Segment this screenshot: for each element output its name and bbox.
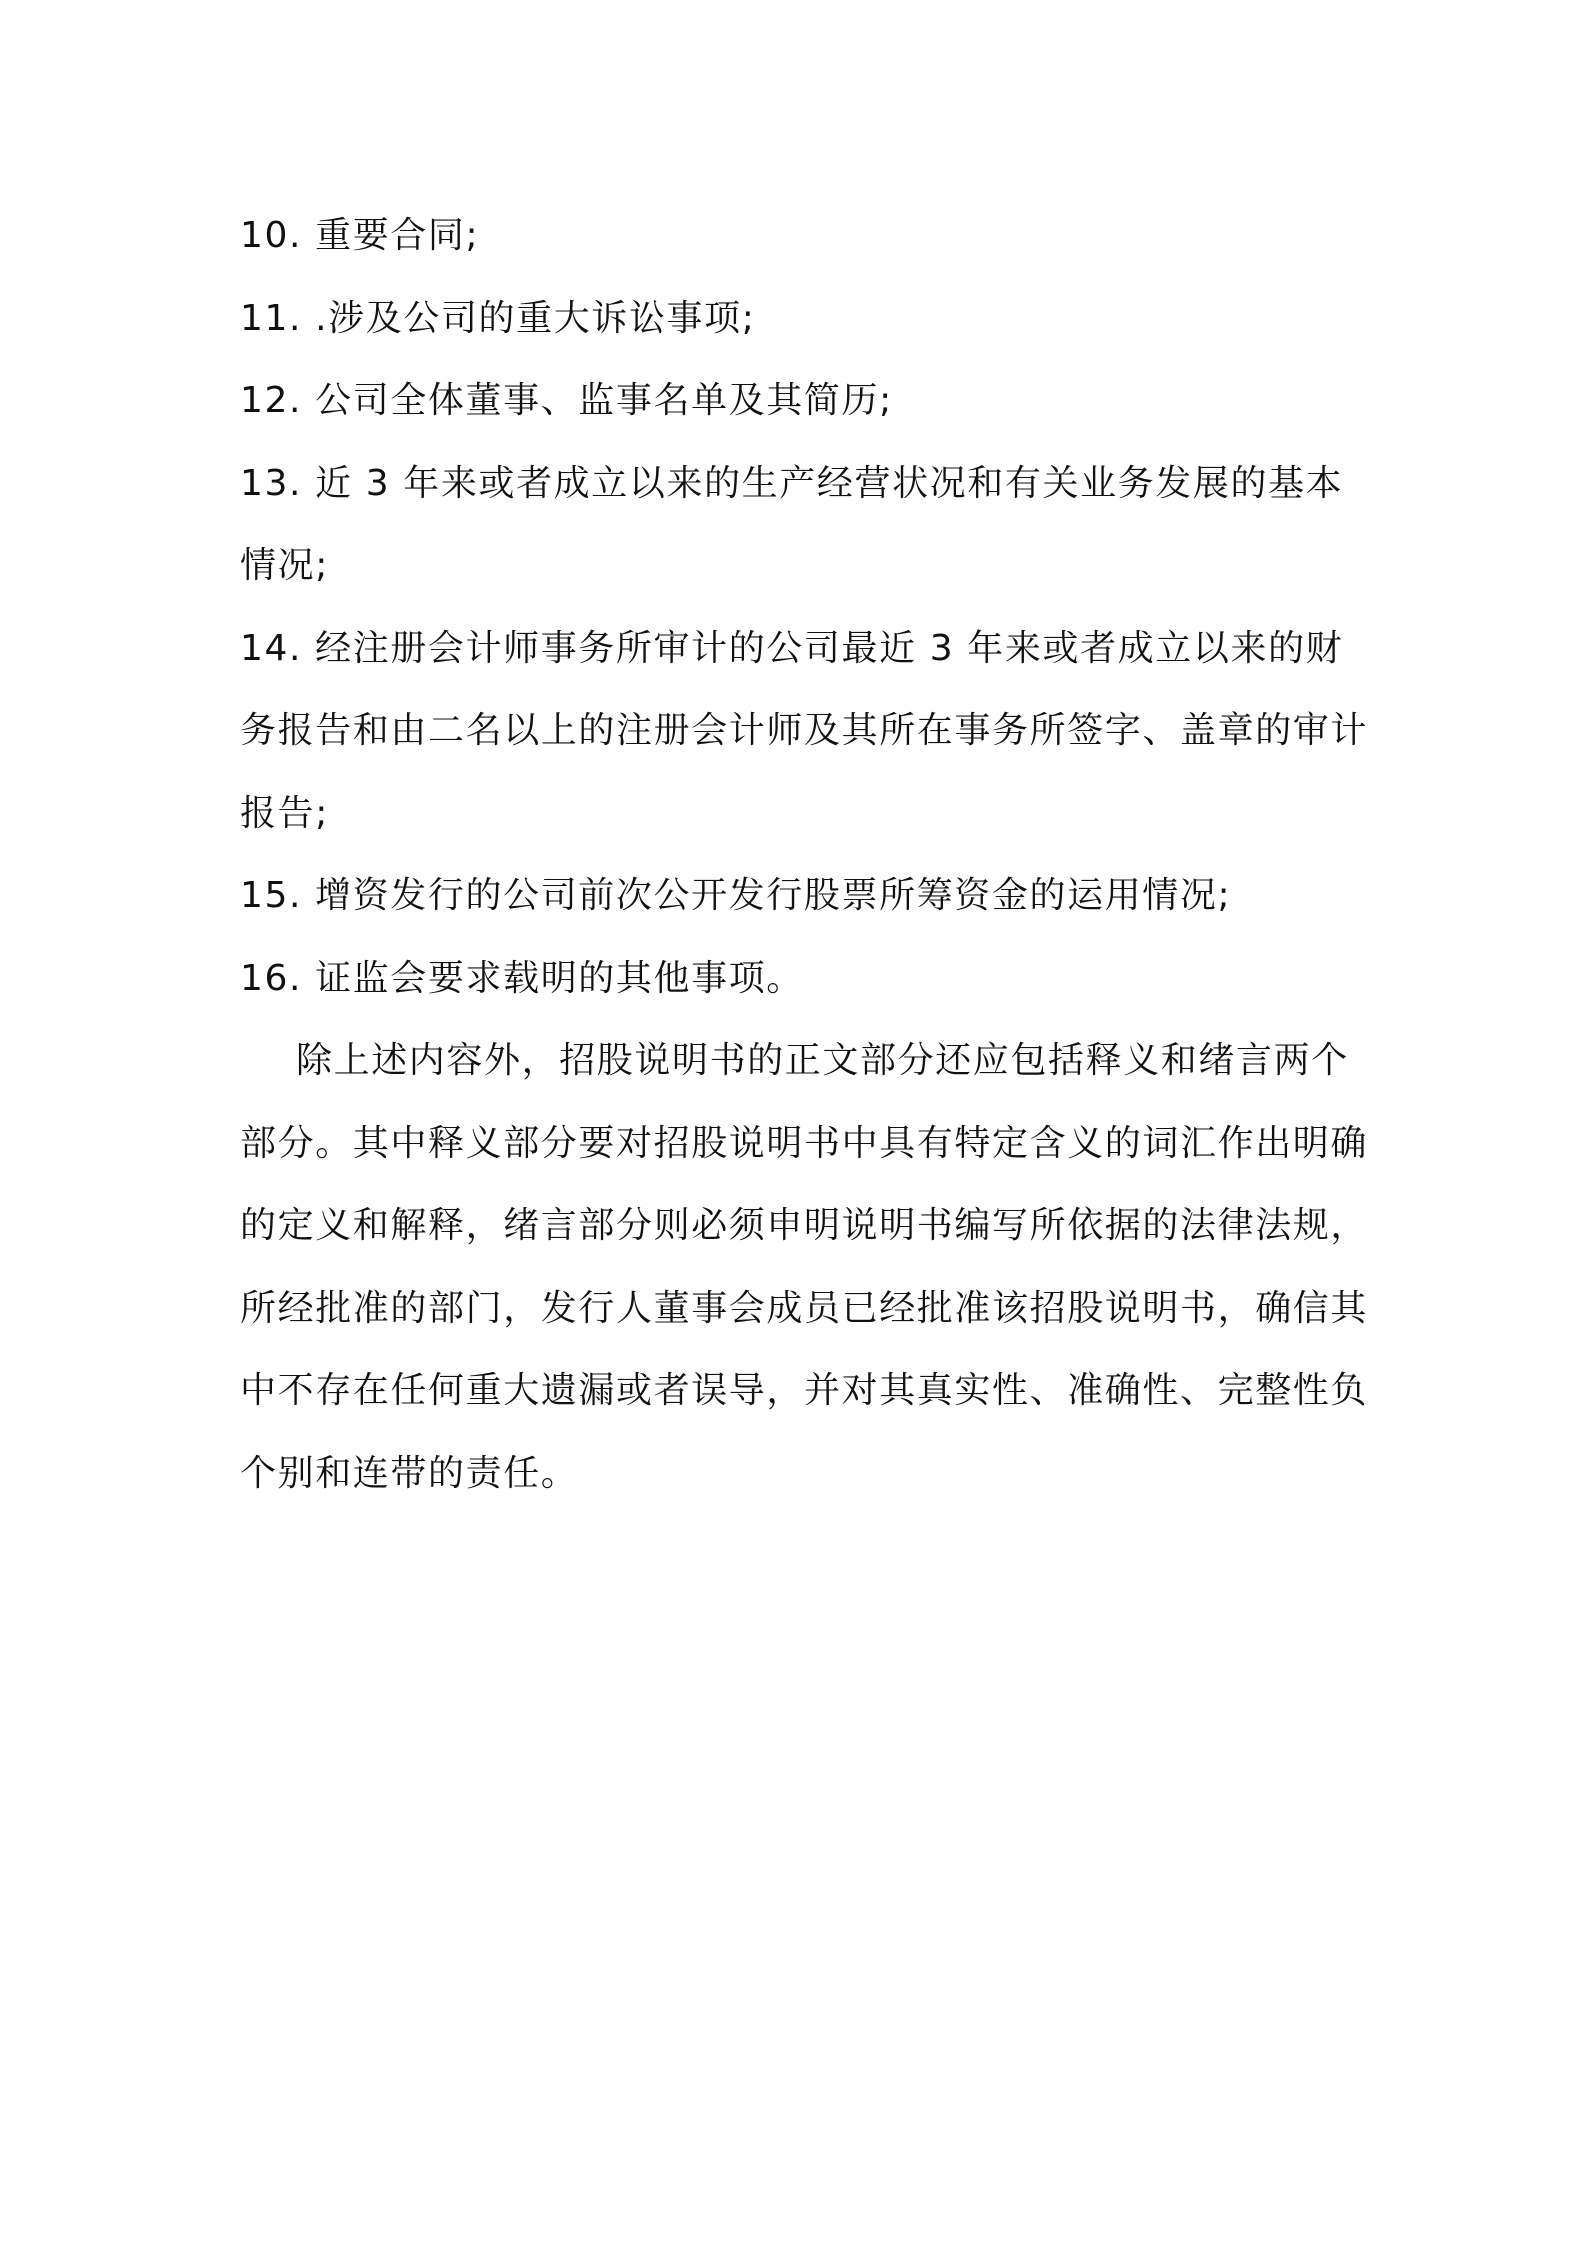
list-item-10: 10. 重要合同; <box>240 215 480 256</box>
paragraph-line-2: 部分。其中释义部分要对招股说明书中具有特定含义的词汇作出明确 <box>240 1122 1369 1164</box>
document-page <box>240 195 1369 1515</box>
list-item-14-line-2: 务报告和由二名以上的注册会计师及其所在事务所签字、盖章的审计 <box>240 710 1369 751</box>
list-item-13-line-2: 情况; <box>240 545 329 586</box>
paragraph-line-4: 所经批准的部门，发行人董事会成员已经批准该招股说明书，确信其 <box>240 1287 1369 1329</box>
paragraph-line-6: 个别和连带的责任。 <box>240 1452 579 1494</box>
paragraph-line-3: 的定义和解释，绪言部分则必须申明说明书编写所依据的法律法规， <box>240 1205 1369 1246</box>
list-item-14-line-3: 报告; <box>240 792 329 834</box>
list-item-16: 16. 证监会要求载明的其他事项。 <box>240 957 804 999</box>
paragraph-line-5: 中不存在任何重大遗漏或者误导，并对其真实性、准确性、完整性负 <box>240 1370 1369 1411</box>
list-item-13-line-1: 13. 近 3 年来或者成立以来的生产经营状况和有关业务发展的基本 <box>240 462 1344 504</box>
list-item-15: 15. 增资发行的公司前次公开发行股票所筹资金的运用情况; <box>240 875 1232 916</box>
list-item-12: 12. 公司全体董事、监事名单及其简历; <box>240 380 893 421</box>
list-item-14-line-1: 14. 经注册会计师事务所审计的公司最近 3 年来或者成立以来的财 <box>240 627 1344 669</box>
paragraph-line-1: 除上述内容外，招股说明书的正文部分还应包括释义和绪言两个 <box>296 1040 1349 1081</box>
list-item-11: 11. .涉及公司的重大诉讼事项; <box>240 297 756 339</box>
